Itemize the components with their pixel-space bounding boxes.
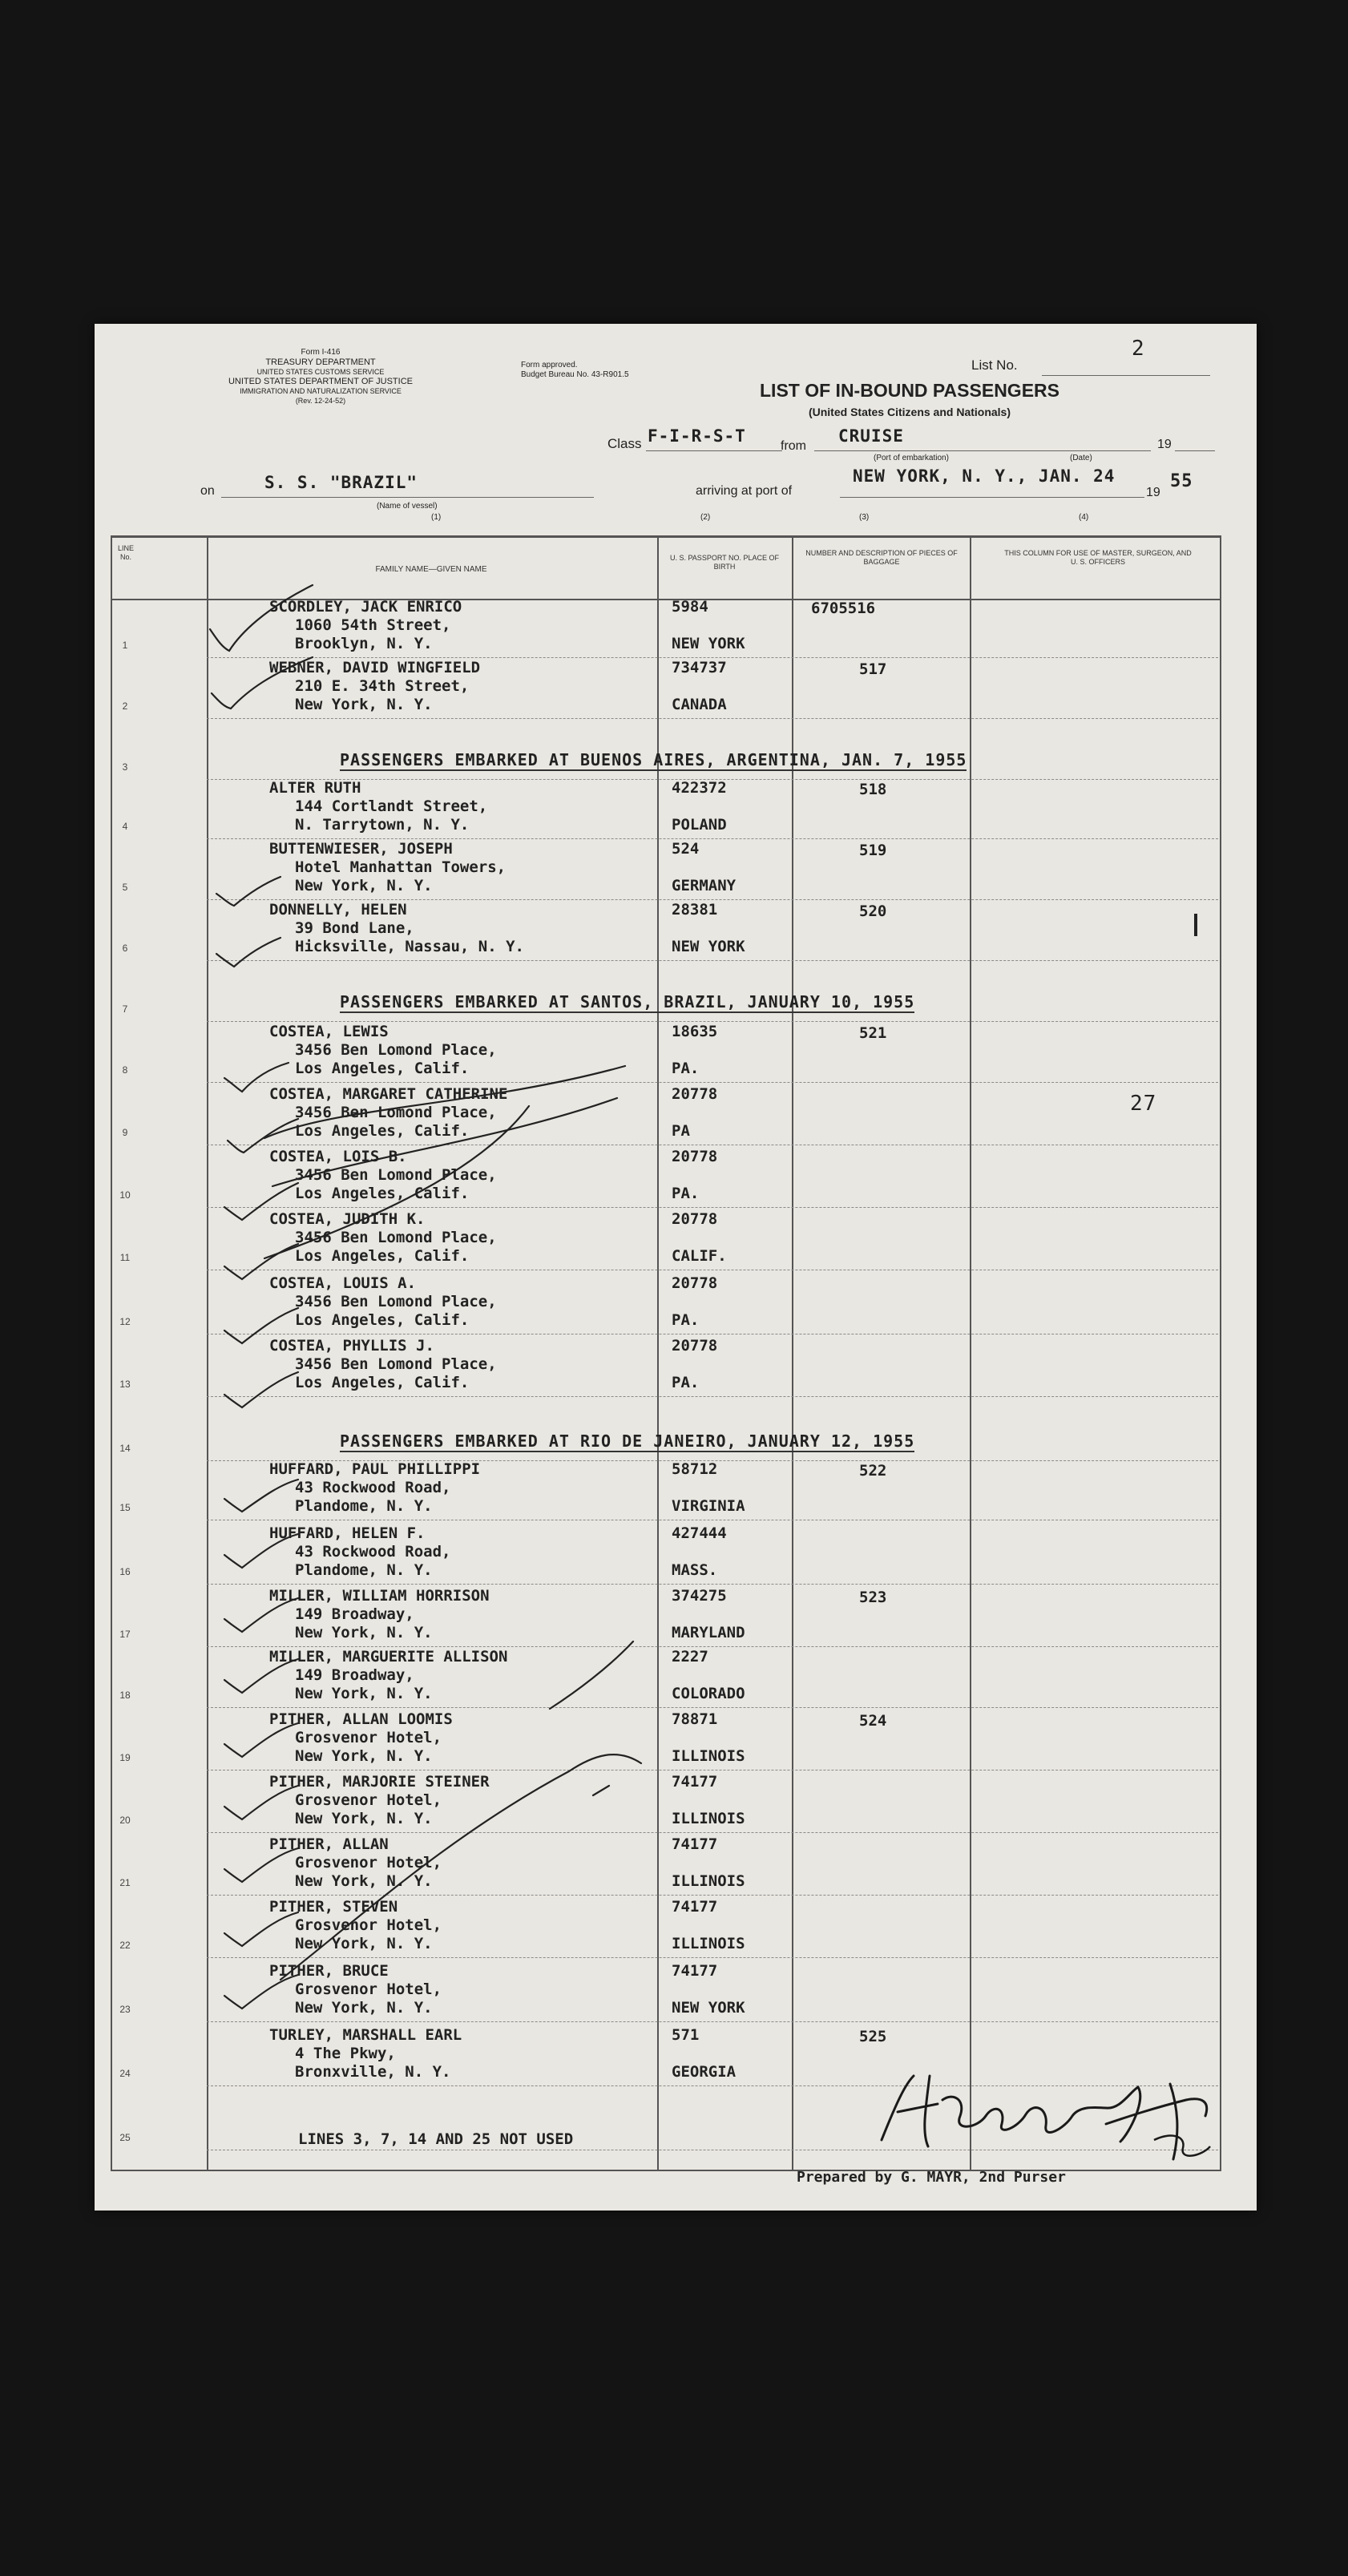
baggage-count: 521 [859, 1024, 887, 1042]
passenger-entry [269, 1710, 453, 1766]
passenger-address-city: N. Tarrytown, N. Y. [295, 816, 470, 834]
line-number: 18 [119, 1690, 131, 1701]
baggage-count: 6705516 [811, 600, 876, 617]
passenger-address-street: 1060 54th Street, [295, 616, 451, 634]
place-of-birth: CALIF. [672, 1247, 727, 1265]
passenger-entry [269, 1648, 507, 1703]
passenger-entry [269, 1460, 480, 1516]
passenger-address-street: 3456 Ben Lomond Place, [295, 1293, 497, 1310]
class-label: Class [607, 436, 642, 451]
row-separator [207, 1584, 1218, 1585]
passport-number: 422372 [672, 779, 727, 797]
passenger-name: COSTEA, JUDITH K. [269, 1210, 426, 1228]
form-number: Form I-416 [301, 348, 341, 357]
place-of-birth: ILLINOIS [672, 1810, 745, 1827]
passenger-name: HUFFARD, PAUL PHILLIPPI [269, 1460, 481, 1478]
place-of-birth: GEORGIA [672, 2063, 737, 2081]
embarkation-section-heading: PASSENGERS EMBARKED AT BUENOS AIRES, ARGENTINA, JAN. 7, 1955 [340, 750, 967, 769]
passport-number: 20778 [672, 1148, 718, 1165]
passenger-name: BUTTENWIESER, JOSEPH [269, 840, 453, 858]
passenger-address-street: Grosvenor Hotel, [295, 1854, 442, 1871]
list-no-label: List No. [971, 357, 1018, 373]
passenger-name: TURLEY, MARSHALL EARL [269, 2026, 462, 2044]
line-number: 15 [119, 1502, 131, 1513]
passenger-address-street: 3456 Ben Lomond Place, [295, 1104, 497, 1121]
passport-number: 74177 [672, 1962, 718, 1980]
embarkation-section-heading: PASSENGERS EMBARKED AT SANTOS, BRAZIL, JANUARY 10, 1955 [340, 992, 915, 1011]
row-separator [207, 1832, 1218, 1833]
passenger-address-street: 3456 Ben Lomond Place, [295, 1041, 497, 1059]
passenger-name: DONNELLY, HELEN [269, 901, 407, 919]
passport-number: 5984 [672, 598, 708, 616]
prepared-by: Prepared by G. MAYR, 2nd Purser [797, 2169, 1066, 2186]
justice-label: UNITED STATES DEPARTMENT OF JUSTICE [228, 377, 413, 386]
passenger-entry [269, 1210, 497, 1266]
row-separator [207, 1895, 1218, 1896]
passenger-name: PITHER, BRUCE [269, 1962, 389, 1980]
passenger-address-street: Grosvenor Hotel, [295, 1729, 442, 1746]
budget-block [521, 361, 629, 380]
line-number: 3 [122, 761, 128, 773]
line-number: 17 [119, 1629, 131, 1640]
row-separator [207, 1707, 1218, 1708]
passenger-address-city: New York, N. Y. [295, 877, 433, 894]
officer-signature [866, 2052, 1234, 2172]
row-separator [207, 838, 1218, 839]
column-4-caption: (4) [1079, 513, 1089, 522]
line-number: 23 [119, 2004, 131, 2015]
passenger-name: MILLER, MARGUERITE ALLISON [269, 1648, 508, 1666]
passenger-name: ALTER RUTH [269, 779, 361, 797]
on-label: on [200, 484, 215, 498]
passenger-name: SCORDLEY, JACK ENRICO [269, 598, 462, 616]
passenger-entry [269, 1587, 490, 1642]
passport-number: 74177 [672, 1773, 718, 1791]
passenger-address-street: Grosvenor Hotel, [295, 1916, 442, 1934]
line-number: 2 [122, 701, 128, 712]
passenger-address-street: Grosvenor Hotel, [295, 1791, 442, 1809]
passenger-address-city: Brooklyn, N. Y. [295, 635, 433, 652]
passenger-address-street: 43 Rockwood Road, [295, 1543, 451, 1561]
column-header-passport: U. S. PASSPORT NO. PLACE OF BIRTH [669, 554, 780, 571]
place-of-birth: PA. [672, 1374, 700, 1391]
line-number: 11 [119, 1252, 131, 1263]
passenger-entry [269, 1023, 497, 1078]
line-number: 16 [119, 1566, 131, 1577]
place-of-birth: GERMANY [672, 877, 737, 894]
line-number: 19 [119, 1752, 131, 1763]
passport-number: 28381 [672, 901, 718, 919]
passenger-entry [269, 1962, 442, 2017]
passenger-address-city: New York, N. Y. [295, 1999, 433, 2017]
passenger-entry [269, 901, 524, 956]
passenger-entry [269, 598, 462, 653]
arrival-line [840, 497, 1144, 498]
passenger-address-city: Los Angeles, Calif. [295, 1374, 470, 1391]
passenger-address-street: Hotel Manhattan Towers, [295, 858, 507, 876]
passenger-address-street: 3456 Ben Lomond Place, [295, 1355, 497, 1373]
passenger-address-street: 43 Rockwood Road, [295, 1479, 451, 1496]
passenger-address-city: Hicksville, Nassau, N. Y. [295, 938, 524, 955]
passenger-address-street: 4 The Pkwy, [295, 2045, 396, 2062]
budget-number: Budget Bureau No. 43-R901.5 [521, 370, 629, 379]
passenger-address-city: New York, N. Y. [295, 1685, 433, 1702]
row-separator [207, 1082, 1218, 1083]
passenger-entry [269, 1337, 497, 1392]
vessel-name: S. S. "BRAZIL" [264, 473, 418, 492]
vessel-caption: (Name of vessel) [377, 502, 438, 511]
passenger-entry [269, 779, 487, 834]
form-header-left [200, 348, 441, 406]
passenger-address-city: Los Angeles, Calif. [295, 1122, 470, 1140]
not-used-note: LINES 3, 7, 14 AND 25 NOT USED [298, 2130, 574, 2148]
passenger-address-city: Los Angeles, Calif. [295, 1311, 470, 1329]
baggage-count: 523 [859, 1589, 887, 1606]
passport-number: 74177 [672, 1898, 718, 1916]
column-1-caption: (1) [431, 513, 442, 522]
column-3-caption: (3) [859, 513, 870, 522]
baggage-count: 525 [859, 2028, 887, 2045]
column-2-caption: (2) [700, 513, 711, 522]
passenger-address-city: Bronxville, N. Y. [295, 2063, 451, 2081]
immigration-label: IMMIGRATION AND NATURALIZATION SERVICE [240, 387, 402, 395]
passenger-entry [269, 2026, 462, 2081]
passenger-address-city: Los Angeles, Calif. [295, 1185, 470, 1202]
from-label: from [781, 439, 806, 453]
place-of-birth: NEW YORK [672, 635, 745, 652]
passenger-address-city: New York, N. Y. [295, 1872, 433, 1890]
column-header-baggage: NUMBER AND DESCRIPTION OF PIECES OF BAGGAGE [805, 549, 958, 566]
passenger-name: WEBNER, DAVID WINGFIELD [269, 659, 481, 676]
passenger-name: PITHER, MARJORIE STEINER [269, 1773, 490, 1791]
passenger-address-city: Los Angeles, Calif. [295, 1247, 470, 1265]
row-separator [207, 657, 1218, 658]
arrival-year: 55 [1170, 471, 1193, 491]
passport-number: 374275 [672, 1587, 727, 1605]
place-of-birth: MASS. [672, 1561, 718, 1579]
place-of-birth: PA. [672, 1185, 700, 1202]
line-number: 12 [119, 1316, 131, 1327]
from-value: CRUISE [838, 426, 904, 446]
passport-number: 571 [672, 2026, 700, 2044]
passenger-name: PITHER, ALLAN [269, 1835, 389, 1853]
baggage-count: 520 [859, 902, 887, 920]
line-number: 7 [122, 1003, 128, 1015]
line-number: 4 [122, 821, 128, 832]
passport-number: 20778 [672, 1085, 718, 1103]
passenger-address-city: Plandome, N. Y. [295, 1561, 433, 1579]
list-no-line [1042, 375, 1210, 376]
passenger-name: COSTEA, MARGARET CATHERINE [269, 1085, 508, 1103]
embarkation-section-heading: PASSENGERS EMBARKED AT RIO DE JANEIRO, JANUARY 12, 1955 [340, 1431, 915, 1451]
passenger-name: PITHER, ALLAN LOOMIS [269, 1710, 453, 1728]
class-value: F-I-R-S-T [648, 426, 746, 446]
row-separator [207, 1957, 1218, 1958]
row-separator [207, 1396, 1218, 1397]
column-header-name: FAMILY NAME—GIVEN NAME [375, 565, 487, 574]
passenger-address-city: Los Angeles, Calif. [295, 1060, 470, 1077]
passenger-address-city: New York, N. Y. [295, 696, 433, 713]
passenger-address-city: New York, N. Y. [295, 1935, 433, 1952]
passenger-address-city: New York, N. Y. [295, 1747, 433, 1765]
place-of-birth: VIRGINIA [672, 1497, 745, 1515]
place-of-birth: PA [672, 1122, 690, 1140]
from-line [814, 450, 1151, 451]
place-of-birth: CANADA [672, 696, 727, 713]
passenger-name: PITHER, STEVEN [269, 1898, 398, 1916]
passenger-address-street: Grosvenor Hotel, [295, 1980, 442, 1998]
passenger-entry [269, 1274, 497, 1330]
passport-number: 58712 [672, 1460, 718, 1478]
line-number: 13 [119, 1379, 131, 1390]
port-caption: (Port of embarkation) [874, 454, 949, 462]
place-of-birth: PA. [672, 1060, 700, 1077]
passenger-entry [269, 1773, 490, 1828]
line-number: 21 [119, 1877, 131, 1888]
column-header-officers: THIS COLUMN FOR USE OF MASTER, SURGEON, AND U. S. OFFICERS [1004, 549, 1192, 566]
passenger-entry [269, 1148, 497, 1203]
passenger-name: COSTEA, LEWIS [269, 1023, 389, 1040]
place-of-birth: NEW YORK [672, 1999, 745, 2017]
passport-number: 78871 [672, 1710, 718, 1728]
date-caption: (Date) [1070, 454, 1092, 462]
form-subtitle: (United States Citizens and Nationals) [808, 406, 1011, 418]
place-of-birth: MARYLAND [672, 1624, 745, 1641]
place-of-birth: COLORADO [672, 1685, 745, 1702]
passenger-address-city: Plandome, N. Y. [295, 1497, 433, 1515]
arrival-value: NEW YORK, N. Y., JAN. 24 [853, 466, 1116, 486]
customs-label: UNITED STATES CUSTOMS SERVICE [256, 368, 385, 376]
line-number: 24 [119, 2068, 131, 2079]
passport-number: 74177 [672, 1835, 718, 1853]
line-number: 9 [122, 1127, 128, 1138]
passport-number: 734737 [672, 659, 727, 676]
passenger-address-street: 39 Bond Lane, [295, 919, 414, 937]
passport-number: 2227 [672, 1648, 708, 1666]
place-of-birth: PA. [672, 1311, 700, 1329]
passport-number: 20778 [672, 1274, 718, 1292]
passport-number: 20778 [672, 1337, 718, 1355]
passenger-name: MILLER, WILLIAM HORRISON [269, 1587, 490, 1605]
year-line [1175, 450, 1215, 451]
baggage-count: 522 [859, 1462, 887, 1480]
place-of-birth: ILLINOIS [672, 1747, 745, 1765]
passport-number: 20778 [672, 1210, 718, 1228]
passenger-address-street: 3456 Ben Lomond Place, [295, 1166, 497, 1184]
vessel-line [221, 497, 594, 498]
passenger-entry [269, 1524, 450, 1580]
row-separator [207, 1646, 1218, 1647]
line-number: 8 [122, 1064, 128, 1076]
row-separator [207, 1207, 1218, 1208]
passenger-entry [269, 1085, 507, 1141]
place-of-birth: ILLINOIS [672, 1872, 745, 1890]
passenger-address-street: 210 E. 34th Street, [295, 677, 470, 695]
arrival-year-prefix: 19 [1146, 486, 1160, 499]
line-number: 25 [119, 2132, 131, 2143]
line-number: 5 [122, 882, 128, 893]
line-number: 20 [119, 1815, 131, 1826]
form-title: LIST OF IN-BOUND PASSENGERS [760, 380, 1059, 401]
class-line [646, 450, 782, 451]
place-of-birth: NEW YORK [672, 938, 745, 955]
margin-note: 27 [1130, 1092, 1157, 1116]
revision-label: (Rev. 12-24-52) [295, 397, 346, 405]
passenger-name: COSTEA, LOIS B. [269, 1148, 407, 1165]
row-separator [207, 718, 1218, 719]
column-header-line-no: LINE No. [117, 544, 134, 561]
row-separator [207, 960, 1218, 961]
passenger-entry [269, 1835, 442, 1891]
place-of-birth: ILLINOIS [672, 1935, 745, 1952]
passport-number: 18635 [672, 1023, 718, 1040]
baggage-count: 524 [859, 1712, 887, 1730]
passenger-address-city: New York, N. Y. [295, 1810, 433, 1827]
passenger-name: HUFFARD, HELEN F. [269, 1524, 426, 1542]
passenger-address-street: 3456 Ben Lomond Place, [295, 1229, 497, 1246]
passenger-entry [269, 840, 506, 895]
row-separator [207, 2021, 1218, 2022]
passport-number: 524 [672, 840, 700, 858]
year-prefix: 19 [1157, 438, 1172, 451]
row-separator [207, 899, 1218, 900]
baggage-count: 517 [859, 660, 887, 678]
passenger-address-street: 144 Cortlandt Street, [295, 797, 488, 815]
passenger-address-street: 149 Broadway, [295, 1605, 414, 1623]
list-no-value: 2 [1132, 337, 1145, 361]
line-number: 14 [119, 1443, 131, 1454]
passenger-address-street: 149 Broadway, [295, 1666, 414, 1684]
line-number: 6 [122, 943, 128, 954]
row-separator [207, 1021, 1218, 1022]
treasury-label: TREASURY DEPARTMENT [265, 357, 376, 367]
passenger-name: COSTEA, PHYLLIS J. [269, 1337, 434, 1355]
baggage-count: 519 [859, 842, 887, 859]
passenger-address-city: New York, N. Y. [295, 1624, 433, 1641]
passport-number: 427444 [672, 1524, 727, 1542]
form-approved: Form approved. [521, 361, 578, 369]
passenger-name: COSTEA, LOUIS A. [269, 1274, 417, 1292]
passenger-entry [269, 1898, 442, 1953]
baggage-count: 518 [859, 781, 887, 798]
line-number: 1 [122, 640, 128, 651]
passenger-entry [269, 659, 480, 714]
place-of-birth: POLAND [672, 816, 727, 834]
line-number: 22 [119, 1940, 131, 1951]
line-number: 10 [119, 1189, 131, 1201]
arriving-label: arriving at port of [696, 484, 793, 498]
